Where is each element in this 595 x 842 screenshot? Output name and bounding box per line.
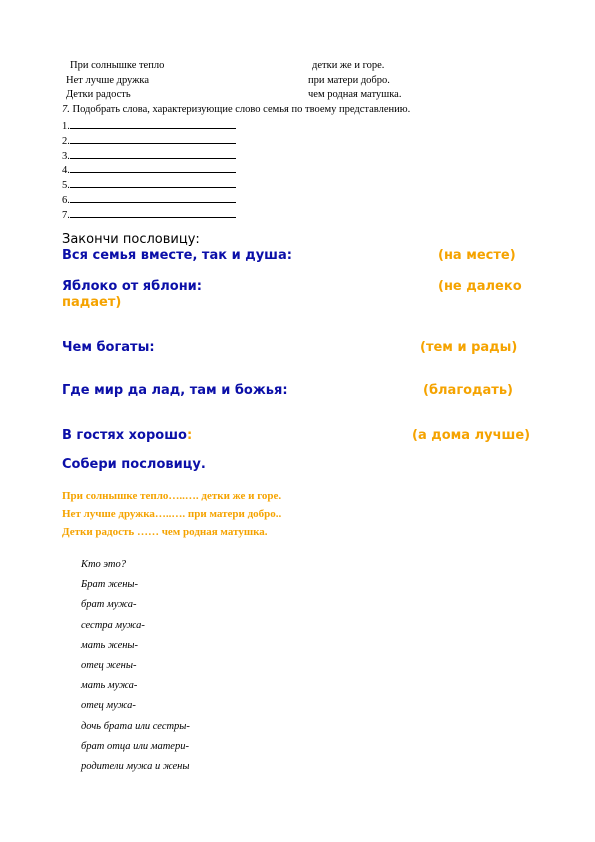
answer-line[interactable]: 3.: [62, 148, 236, 163]
proverb-left-2: Нет лучше дружка: [66, 75, 150, 86]
underline: [70, 192, 236, 203]
answer-line[interactable]: 4.: [62, 162, 236, 177]
proverb-right-3: чем родная матушка.: [308, 89, 402, 100]
answer-lines: [62, 118, 236, 222]
underline: [70, 148, 236, 159]
task-7-number: 7.: [62, 104, 70, 115]
list-item: отец жены-: [81, 659, 137, 671]
list-item: отец мужа-: [81, 700, 136, 712]
proverb-start-1: Вся семья вместе, так и душа:: [62, 248, 292, 263]
list-item: брат мужа-: [81, 599, 137, 611]
collect-proverb-heading: Собери пословицу.: [62, 457, 206, 472]
proverb-start-5: В гостях хорошо:: [62, 428, 193, 443]
collected-proverb-1: При солнышке тепло…..…. детки же и горе.: [62, 490, 282, 502]
proverb-start-4: Где мир да лад, там и божья:: [62, 383, 288, 398]
proverb-answer-5: (а дома лучше): [412, 428, 531, 443]
list-item: родители мужа и жены: [81, 760, 190, 772]
proverb-start-2: Яблоко от яблони:: [62, 279, 202, 294]
proverb-answer-2: (не далеко: [438, 279, 522, 294]
list-item: Брат жены-: [81, 579, 139, 591]
proverb-answer-4: (благодать): [423, 383, 514, 398]
collected-proverb-3: Детки радость …… чем родная матушка.: [62, 526, 268, 538]
proverb-left-1: При солнышке тепло: [70, 60, 165, 71]
proverb-answer-1: (на месте): [438, 248, 516, 263]
proverb-right-2: при матери добро.: [308, 75, 390, 86]
proverb-answer-3: (тем и рады): [420, 340, 518, 355]
finish-proverb-heading: Закончи пословицу:: [62, 232, 200, 247]
underline: [70, 118, 236, 129]
underline: [70, 177, 236, 188]
underline: [70, 162, 236, 173]
list-item: дочь брата или сестры-: [81, 720, 190, 732]
answer-line[interactable]: 6.: [62, 192, 236, 207]
list-item: сестра мужа-: [81, 619, 145, 631]
underline: [70, 133, 236, 144]
underline: [70, 207, 236, 218]
collected-proverb-2: Нет лучше дружка…..…. при матери добро..: [62, 508, 282, 520]
relatives-question: Кто это?: [81, 559, 127, 570]
answer-line[interactable]: 2.: [62, 133, 236, 148]
proverb-answer-2-cont: падает): [62, 295, 122, 310]
list-item: брат отца или матери-: [81, 740, 189, 752]
proverb-left-3: Детки радость: [66, 89, 131, 100]
list-item: мать жены-: [81, 639, 139, 651]
answer-line[interactable]: 7.: [62, 207, 236, 222]
task-7: [62, 104, 410, 115]
proverb-right-1: детки же и горе.: [312, 60, 385, 71]
proverb-start-3: Чем богаты:: [62, 340, 155, 355]
list-item: мать мужа-: [81, 680, 138, 692]
relatives-list: [81, 555, 190, 777]
answer-line[interactable]: 1.: [62, 118, 236, 133]
answer-line[interactable]: 5.: [62, 177, 236, 192]
task-7-text: Подобрать слова, характеризующие слово семья по твоему представлению.: [69, 104, 411, 115]
